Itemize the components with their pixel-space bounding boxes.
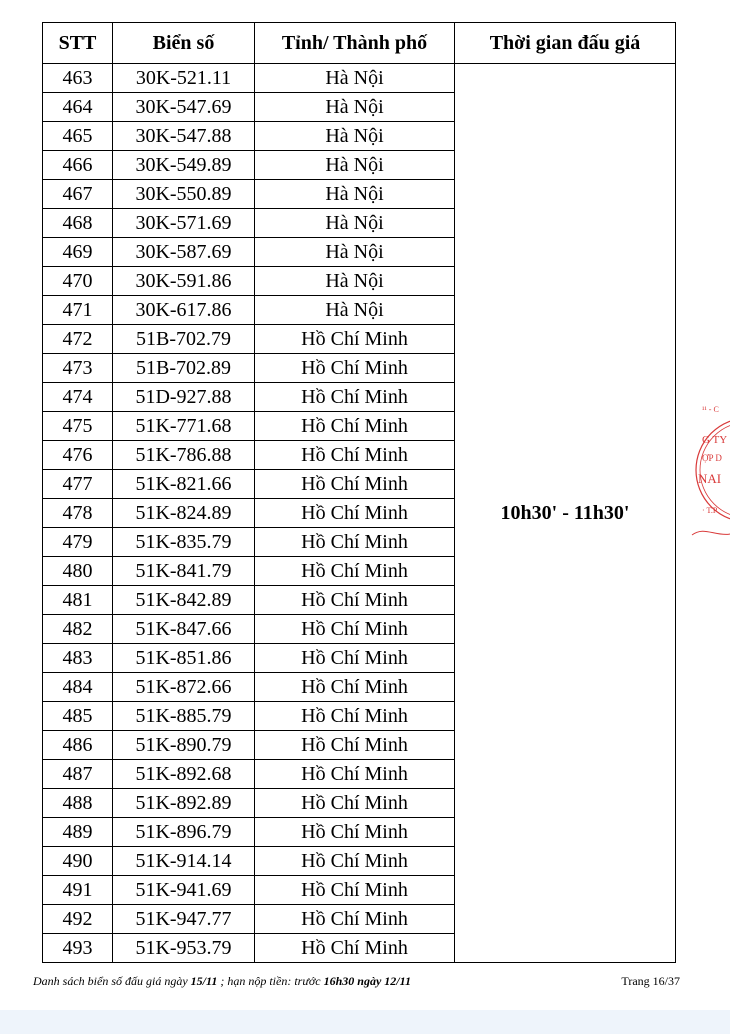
row-plate: 30K-587.69 [113,238,255,267]
row-plate: 51K-842.89 [113,586,255,615]
row-plate: 51K-896.79 [113,818,255,847]
row-plate: 51B-702.89 [113,354,255,383]
seal-signature-stroke [692,527,730,535]
row-stt: 490 [43,847,113,876]
scan-bottom-band [0,1010,730,1034]
row-plate: 51K-890.79 [113,731,255,760]
row-plate: 30K-521.11 [113,64,255,93]
license-plate-table [42,22,676,963]
row-province: Hà Nội [255,64,455,93]
row-province: Hồ Chí Minh [255,499,455,528]
row-province: Hồ Chí Minh [255,557,455,586]
row-plate: 51K-847.66 [113,615,255,644]
row-stt: 468 [43,209,113,238]
row-plate: 30K-591.86 [113,267,255,296]
row-plate: 51D-927.88 [113,383,255,412]
row-stt: 470 [43,267,113,296]
row-plate: 51K-941.69 [113,876,255,905]
row-plate: 51K-835.79 [113,528,255,557]
row-stt: 478 [43,499,113,528]
header-plate: Biển số [113,23,255,64]
seal-lettering: G TY [702,434,728,446]
row-stt: 483 [43,644,113,673]
row-province: Hà Nội [255,209,455,238]
row-province: Hà Nội [255,122,455,151]
row-stt: 489 [43,818,113,847]
row-province: Hồ Chí Minh [255,818,455,847]
row-plate: 51K-892.89 [113,789,255,818]
row-province: Hà Nội [255,93,455,122]
row-province: Hồ Chí Minh [255,905,455,934]
row-stt: 492 [43,905,113,934]
row-plate: 30K-550.89 [113,180,255,209]
row-province: Hà Nội [255,238,455,267]
row-plate: 51K-953.79 [113,934,255,963]
seal-lettering: ỢP D [702,453,722,463]
row-plate: 30K-549.89 [113,151,255,180]
footer-deadline: 16h30 ngày 12/11 [323,974,411,988]
row-stt: 488 [43,789,113,818]
auction-time-cell: 10h30' - 11h30' [455,64,676,963]
table-body [43,64,676,963]
row-plate: 51K-824.89 [113,499,255,528]
row-plate: 30K-617.86 [113,296,255,325]
header-province: Tỉnh/ Thành phố [255,23,455,64]
row-stt: 466 [43,151,113,180]
row-province: Hồ Chí Minh [255,760,455,789]
row-province: Hồ Chí Minh [255,325,455,354]
row-stt: 476 [43,441,113,470]
footer-note [33,974,683,989]
row-province: Hồ Chí Minh [255,847,455,876]
row-plate: 51B-702.79 [113,325,255,354]
row-stt: 464 [43,93,113,122]
row-province: Hồ Chí Minh [255,441,455,470]
row-province: Hồ Chí Minh [255,383,455,412]
row-stt: 474 [43,383,113,412]
row-plate: 51K-851.86 [113,644,255,673]
row-stt: 486 [43,731,113,760]
row-stt: 475 [43,412,113,441]
row-stt: 480 [43,557,113,586]
page-number: Trang 16/37 [621,974,680,988]
seal-lettering: · T.P [702,506,718,515]
row-province: Hồ Chí Minh [255,615,455,644]
row-province: Hồ Chí Minh [255,354,455,383]
row-plate: 51K-771.68 [113,412,255,441]
row-stt: 467 [43,180,113,209]
footer-middle: ; hạn nộp tiền: trước [217,974,324,988]
row-stt: 473 [43,354,113,383]
row-plate: 51K-947.77 [113,905,255,934]
header-stt: STT [43,23,113,64]
row-stt: 469 [43,238,113,267]
row-stt: 479 [43,528,113,557]
row-province: Hồ Chí Minh [255,470,455,499]
seal-lettering: ¹¹ - C [702,405,719,414]
row-plate: 51K-914.14 [113,847,255,876]
row-stt: 484 [43,673,113,702]
row-stt: 487 [43,760,113,789]
row-plate: 51K-786.88 [113,441,255,470]
row-province: Hà Nội [255,296,455,325]
row-plate: 30K-547.88 [113,122,255,151]
row-province: Hồ Chí Minh [255,586,455,615]
footer-prefix: Danh sách biển số đấu giá ngày [33,974,191,988]
row-province: Hồ Chí Minh [255,876,455,905]
row-plate: 51K-841.79 [113,557,255,586]
row-province: Hồ Chí Minh [255,412,455,441]
table-row [43,64,676,93]
row-province: Hồ Chí Minh [255,934,455,963]
header-auction-time: Thời gian đấu giá [455,23,676,64]
row-plate: 51K-892.68 [113,760,255,789]
red-seal-stamp [690,395,730,545]
seal-lettering: NAI [698,471,722,486]
row-province: Hồ Chí Minh [255,731,455,760]
row-province: Hồ Chí Minh [255,528,455,557]
row-province: Hồ Chí Minh [255,673,455,702]
row-plate: 30K-547.69 [113,93,255,122]
footer-auction-date: 15/11 [190,974,218,988]
row-province: Hà Nội [255,180,455,209]
row-stt: 477 [43,470,113,499]
row-stt: 491 [43,876,113,905]
row-stt: 471 [43,296,113,325]
row-stt: 481 [43,586,113,615]
row-stt: 465 [43,122,113,151]
row-plate: 30K-571.69 [113,209,255,238]
row-province: Hồ Chí Minh [255,644,455,673]
row-stt: 485 [43,702,113,731]
row-stt: 493 [43,934,113,963]
row-province: Hà Nội [255,151,455,180]
row-province: Hà Nội [255,267,455,296]
table-header-row [43,23,676,64]
row-stt: 472 [43,325,113,354]
row-stt: 463 [43,64,113,93]
row-stt: 482 [43,615,113,644]
row-plate: 51K-872.66 [113,673,255,702]
row-plate: 51K-821.66 [113,470,255,499]
row-plate: 51K-885.79 [113,702,255,731]
row-province: Hồ Chí Minh [255,789,455,818]
row-province: Hồ Chí Minh [255,702,455,731]
